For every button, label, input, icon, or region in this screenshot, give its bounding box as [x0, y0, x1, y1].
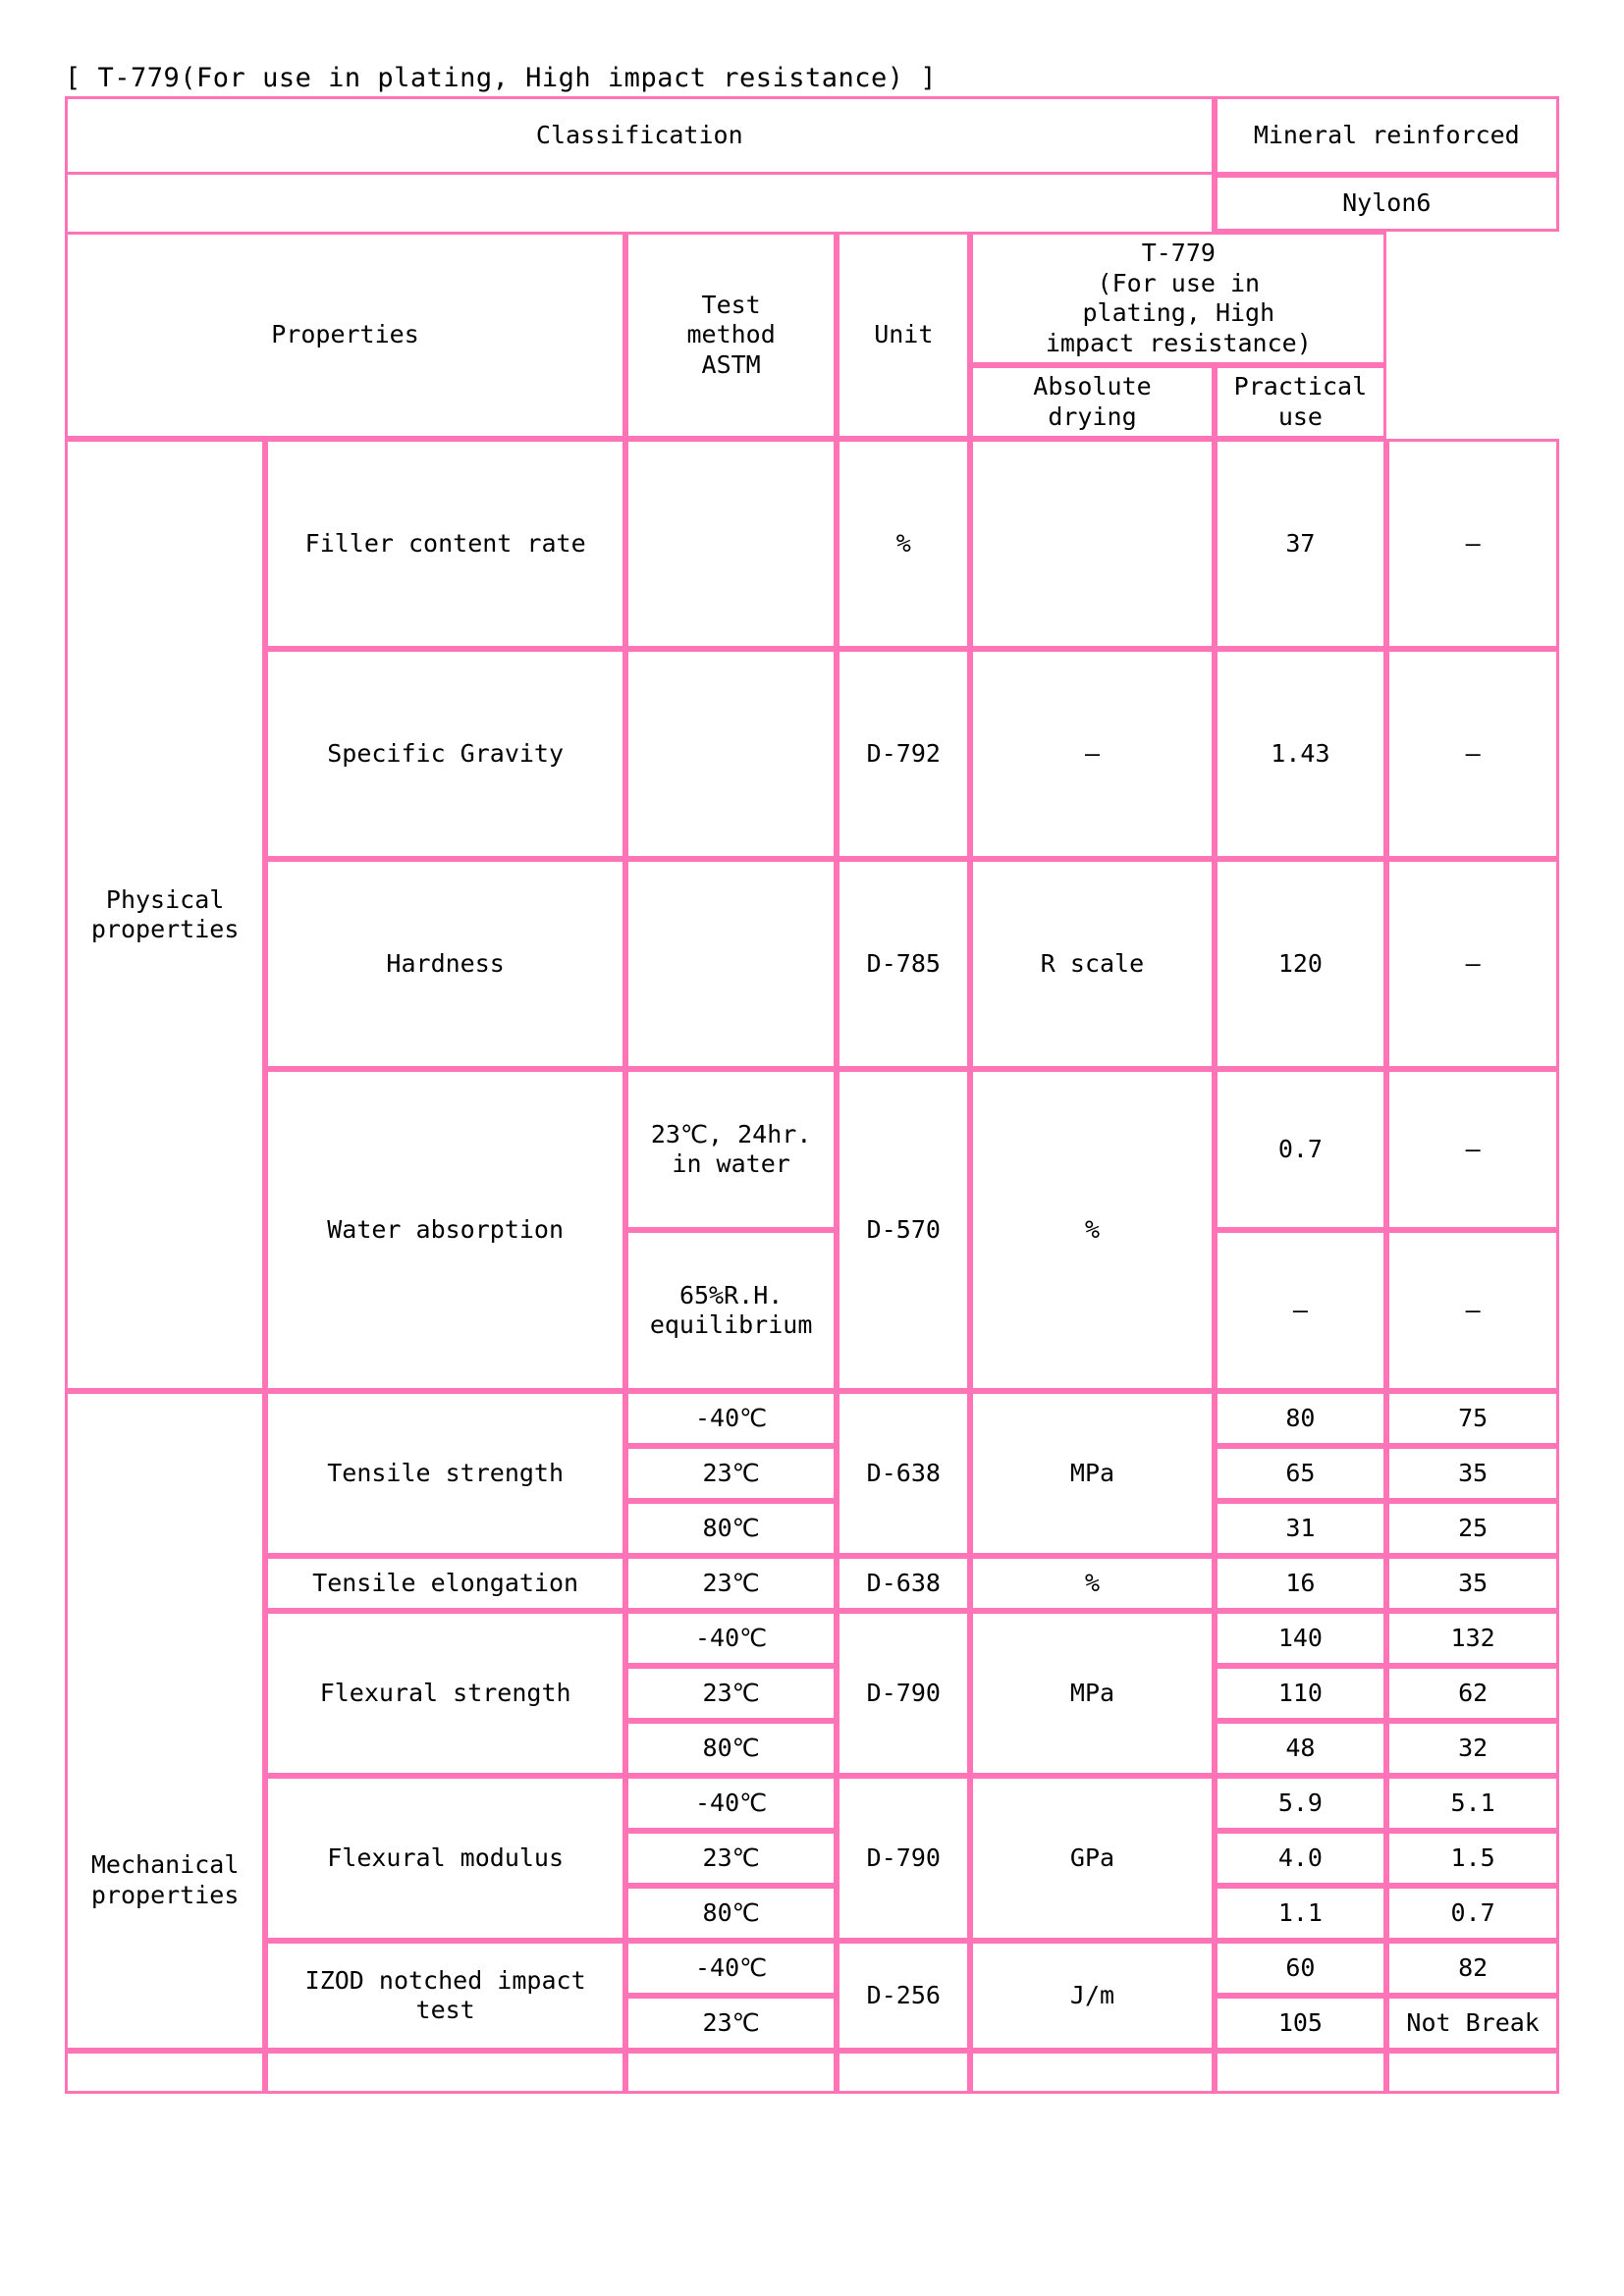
clipped-cell — [65, 2051, 265, 2094]
absolute-drying-value: 80 — [1215, 1391, 1387, 1446]
clipped-cell — [837, 2051, 970, 2094]
test-method-line-1: Test — [701, 290, 761, 319]
table-row — [65, 1776, 1559, 1831]
absolute-drying-value: 60 — [1215, 1941, 1387, 1996]
condition-cell: -40℃ — [625, 1776, 837, 1831]
absolute-drying-value: 1.43 — [1215, 649, 1387, 859]
category-mechanical-line-2: properties — [90, 1880, 240, 1909]
practical-use-value: 25 — [1386, 1501, 1559, 1556]
condition-cell: -40℃ — [625, 1941, 837, 1996]
grade-line-2: (For use in — [1097, 268, 1261, 297]
astm-cell: D-792 — [837, 649, 970, 859]
absolute-drying-value: 48 — [1215, 1721, 1387, 1776]
condition-cell — [625, 1230, 837, 1391]
unit-cell: % — [970, 1556, 1214, 1611]
practical-use-value: — — [1386, 649, 1559, 859]
astm-cell: % — [837, 439, 970, 649]
unit-cell: % — [970, 1069, 1214, 1391]
property-name-line-2: test — [415, 1996, 475, 2024]
absolute-drying-line-2: drying — [1048, 401, 1137, 431]
condition-cell: -40℃ — [625, 1391, 837, 1446]
absolute-drying-value: 5.9 — [1215, 1776, 1387, 1831]
property-name: Flexural modulus — [265, 1776, 625, 1941]
grade-label — [970, 232, 1386, 365]
practical-use-value: Not Break — [1386, 1996, 1559, 2051]
table-row — [65, 439, 1559, 649]
absolute-drying-header — [970, 365, 1214, 439]
grade-line-1: T-779 — [1141, 239, 1216, 267]
clipped-cell — [1386, 2051, 1559, 2094]
table-row — [65, 1941, 1559, 1996]
practical-use-value: 35 — [1386, 1446, 1559, 1501]
unit-cell: GPa — [970, 1776, 1214, 1941]
absolute-drying-value: 4.0 — [1215, 1831, 1387, 1886]
clipped-cell — [970, 2051, 1214, 2094]
condition-cell: 80℃ — [625, 1721, 837, 1776]
clipped-cell — [625, 2051, 837, 2094]
condition-line-1: 23℃, 24hr. — [650, 1119, 812, 1148]
classification-label: Classification — [65, 96, 1215, 175]
property-name: Filler content rate — [265, 439, 625, 649]
condition-cell — [625, 649, 837, 859]
condition-cell — [625, 859, 837, 1069]
practical-use-line-2: use — [1277, 401, 1323, 431]
condition-cell: 23℃ — [625, 1996, 837, 2051]
category-label-mechanical — [65, 1391, 265, 2051]
practical-use-value: 0.7 — [1386, 1886, 1559, 1941]
absolute-drying-line-1: Absolute — [1033, 372, 1152, 400]
practical-use-value: 32 — [1386, 1721, 1559, 1776]
category-mechanical-line-1: Mechanical — [90, 1850, 240, 1879]
practical-use-value: 75 — [1386, 1391, 1559, 1446]
property-name: Tensile elongation — [265, 1556, 625, 1611]
table-row — [65, 859, 1559, 1069]
category-label-physical — [65, 439, 265, 1391]
condition-cell: 23℃ — [625, 1666, 837, 1721]
absolute-drying-value: 0.7 — [1215, 1069, 1387, 1230]
properties-header-row — [65, 232, 1559, 365]
condition-cell: 80℃ — [625, 1886, 837, 1941]
table-row — [65, 649, 1559, 859]
unit-cell — [970, 439, 1214, 649]
absolute-drying-value: 65 — [1215, 1446, 1387, 1501]
absolute-drying-value: 37 — [1215, 439, 1387, 649]
clipped-cell — [265, 2051, 625, 2094]
astm-cell: D-638 — [837, 1391, 970, 1556]
astm-cell: D-785 — [837, 859, 970, 1069]
unit-cell: R scale — [970, 859, 1214, 1069]
practical-use-value: — — [1386, 439, 1559, 649]
category-physical-line-1: Physical — [105, 884, 225, 914]
practical-use-value: 35 — [1386, 1556, 1559, 1611]
astm-cell: D-570 — [837, 1069, 970, 1391]
table-row — [65, 1556, 1559, 1611]
practical-use-value: 82 — [1386, 1941, 1559, 1996]
grade-line-4: impact resistance) — [1045, 328, 1312, 357]
absolute-drying-value: 140 — [1215, 1611, 1387, 1666]
material-properties-table — [65, 96, 1559, 2094]
classification-spacer — [65, 175, 1215, 232]
property-name: Flexural strength — [265, 1611, 625, 1776]
material-base-label: Nylon6 — [1215, 175, 1559, 232]
classification-header-row — [65, 96, 1559, 175]
table-row-clipped — [65, 2051, 1559, 2094]
astm-cell: D-790 — [837, 1611, 970, 1776]
practical-use-header — [1215, 365, 1387, 439]
grade-line-3: plating, High — [1082, 298, 1275, 327]
test-method-line-3: ASTM — [701, 349, 761, 379]
property-name: Tensile strength — [265, 1391, 625, 1556]
property-name — [265, 1941, 625, 2051]
condition-line-1: 65%R.H. — [678, 1280, 784, 1309]
practical-use-value: 62 — [1386, 1666, 1559, 1721]
condition-cell: -40℃ — [625, 1611, 837, 1666]
practical-use-value: 1.5 — [1386, 1831, 1559, 1886]
practical-use-line-1: Practical — [1233, 372, 1368, 400]
test-method-label — [625, 232, 837, 439]
condition-cell — [625, 439, 837, 649]
practical-use-value: — — [1386, 1069, 1559, 1230]
property-name: Hardness — [265, 859, 625, 1069]
condition-cell — [625, 1069, 837, 1230]
table-row — [65, 1611, 1559, 1666]
property-name-line-1: IZOD notched impact — [304, 1965, 586, 1995]
absolute-drying-value: 105 — [1215, 1996, 1387, 2051]
table-row — [65, 1069, 1559, 1230]
absolute-drying-value: 16 — [1215, 1556, 1387, 1611]
material-base-row — [65, 175, 1559, 232]
absolute-drying-value: 110 — [1215, 1666, 1387, 1721]
practical-use-value: 5.1 — [1386, 1776, 1559, 1831]
astm-cell: D-790 — [837, 1776, 970, 1941]
absolute-drying-value: 1.1 — [1215, 1886, 1387, 1941]
absolute-drying-value: 31 — [1215, 1501, 1387, 1556]
condition-line-2: in water — [672, 1149, 790, 1178]
property-name: Water absorption — [265, 1069, 625, 1391]
astm-cell: D-638 — [837, 1556, 970, 1611]
unit-cell: MPa — [970, 1611, 1214, 1776]
condition-cell: 23℃ — [625, 1446, 837, 1501]
astm-cell: D-256 — [837, 1941, 970, 2051]
unit-label: Unit — [837, 232, 970, 439]
unit-cell: — — [970, 649, 1214, 859]
condition-cell: 23℃ — [625, 1556, 837, 1611]
condition-cell: 80℃ — [625, 1501, 837, 1556]
category-physical-line-2: properties — [90, 915, 240, 943]
material-family-label: Mineral reinforced — [1215, 96, 1559, 175]
property-name: Specific Gravity — [265, 649, 625, 859]
clipped-cell — [1215, 2051, 1387, 2094]
absolute-drying-value: 120 — [1215, 859, 1387, 1069]
unit-cell: MPa — [970, 1391, 1214, 1556]
absolute-drying-value: — — [1215, 1230, 1387, 1391]
practical-use-value: — — [1386, 859, 1559, 1069]
practical-use-value: — — [1386, 1230, 1559, 1391]
table-row — [65, 1391, 1559, 1446]
unit-cell: J/m — [970, 1941, 1214, 2051]
practical-use-value: 132 — [1386, 1611, 1559, 1666]
page-title: [ T-779(For use in plating, High impact resistance) ] — [65, 63, 938, 93]
condition-cell: 23℃ — [625, 1831, 837, 1886]
properties-label: Properties — [65, 232, 625, 439]
condition-line-2: equilibrium — [649, 1310, 813, 1339]
test-method-line-2: method — [686, 320, 776, 349]
